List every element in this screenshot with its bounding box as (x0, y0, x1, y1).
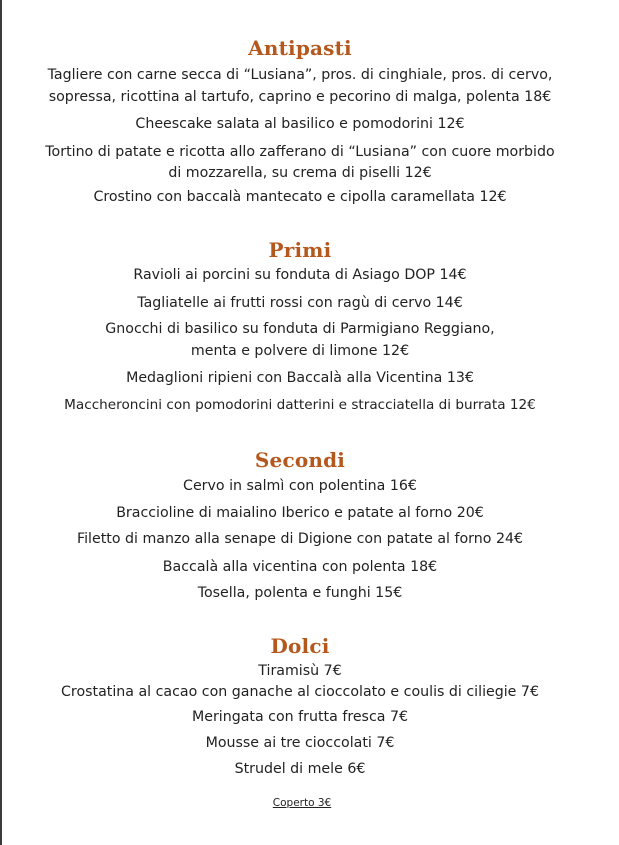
menu-item-primi-4: Medaglioni ripieni con Baccalà alla Vicentina 13€ (126, 370, 474, 386)
menu-item-dolci-1: Tiramisù 7€ (258, 663, 342, 679)
menu-item-secondi-1: Cervo in salmì con polentina 16€ (183, 478, 417, 494)
coperto-note: Coperto 3€ (272, 797, 332, 809)
menu-item-secondi-5: Tosella, polenta e funghi 15€ (197, 585, 403, 601)
menu-item-secondi-4: Baccalà alla vicentina con polenta 18€ (162, 559, 438, 575)
menu-item-secondi-3: Filetto di manzo alla senape di Digione con patate al forno 24€ (76, 531, 524, 547)
menu-item-antipasti-4: Crostino con baccalà mantecato e cipolla caramellata 12€ (93, 189, 507, 205)
menu-item-primi-1: Ravioli ai porcini su fonduta di Asiago DOP 14€ (133, 267, 467, 283)
menu-item-antipasti-3-line2: di mozzarella, su crema di piselli 12€ (168, 165, 432, 181)
menu-item-dolci-2: Crostatina al cacao con ganache al cioccolato e coulis di ciliegie 7€ (61, 684, 539, 700)
menu-item-primi-3-line2: menta e polvere di limone 12€ (190, 343, 410, 359)
section-title-secondi: Secondi (254, 448, 346, 472)
section-title-antipasti: Antipasti (248, 36, 352, 60)
menu-item-secondi-2: Braccioline di maialino Iberico e patate al forno 20€ (116, 505, 484, 521)
menu-item-dolci-5: Strudel di mele 6€ (234, 761, 366, 777)
section-title-primi: Primi (268, 238, 332, 262)
section-title-dolci: Dolci (270, 634, 330, 658)
menu-item-antipasti-2: Cheescake salata al basilico e pomodorini 12€ (135, 116, 465, 132)
menu-item-primi-2: Tagliatelle ai frutti rossi con ragù di cervo 14€ (137, 295, 463, 311)
menu-item-primi-3-line1: Gnocchi di basilico su fonduta di Parmigiano Reggiano, (105, 321, 495, 337)
menu-item-antipasti-1-line2: sopressa, ricottina al tartufo, caprino e pecorino di malga, polenta 18€ (48, 89, 552, 105)
menu-item-dolci-4: Mousse ai tre cioccolati 7€ (205, 735, 395, 751)
menu-item-dolci-3: Meringata con frutta fresca 7€ (191, 709, 409, 725)
menu-item-primi-5: Maccheroncini con pomodorini datterini e stracciatella di burrata 12€ (64, 397, 536, 413)
menu-item-antipasti-1-line1: Tagliere con carne secca di “Lusiana”, pros. di cinghiale, pros. di cervo, (47, 67, 553, 83)
menu-item-antipasti-3-line1: Tortino di patate e ricotta allo zafferano di “Lusiana” con cuore morbido (45, 144, 555, 160)
